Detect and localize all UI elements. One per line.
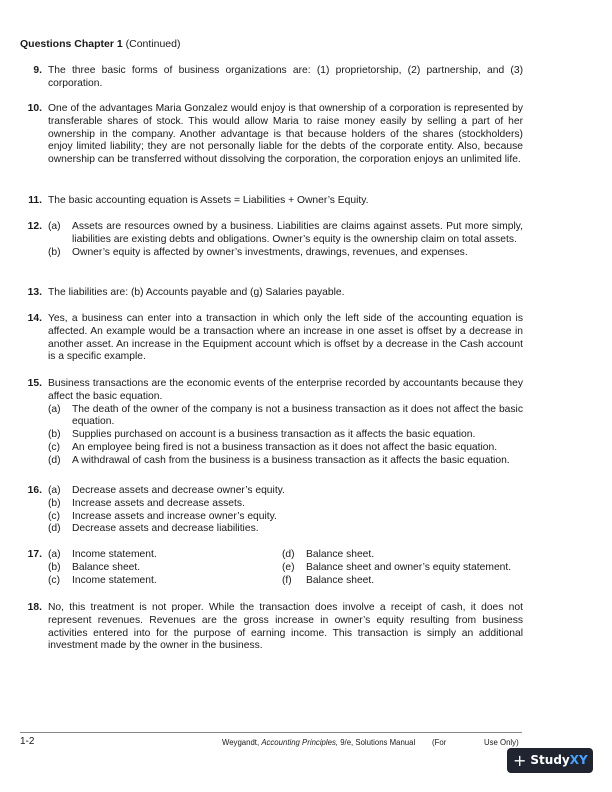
- question-15: [20, 378, 523, 468]
- sub-item-text: Income statement.: [72, 549, 157, 560]
- sub-item-text: The death of the owner of the company is not a business transaction as it does not affect the basic equation.: [72, 403, 523, 428]
- question-number: 12.: [27, 221, 42, 232]
- sub-item-text: Decrease assets and decrease owner’s equity.: [72, 485, 285, 496]
- logo-text-xy: XY: [569, 753, 588, 768]
- question-11: [20, 195, 523, 208]
- sub-item: [48, 498, 523, 511]
- question-17: [20, 549, 523, 587]
- sub-item-text: Increase assets and increase owner’s equity.: [72, 510, 277, 522]
- answer-text: The three basic forms of business organizations are: (1) proprietorship, (2) partnership, and (3) corporation.: [48, 65, 523, 89]
- question-12: [20, 221, 523, 259]
- sub-item-text: A withdrawal of cash from the business is a business transaction as it affects the basic equation.: [72, 454, 510, 466]
- footer-citation: [222, 737, 415, 750]
- sub-item-text: Income statement.: [72, 574, 157, 586]
- answer-text: The liabilities are: (b) Accounts payable and (g) Salaries payable.: [48, 287, 345, 298]
- page-header: [20, 38, 180, 51]
- question-number: 18.: [27, 602, 42, 613]
- answer-text: The basic accounting equation is Assets = Liabilities + Owner’s Equity.: [48, 195, 369, 206]
- footer-for: (For: [432, 738, 447, 747]
- sub-item: [48, 247, 523, 260]
- footer-use-only: Use Only): [484, 738, 519, 747]
- sub-item-label: (b): [48, 497, 61, 509]
- sub-item-label: (b): [48, 429, 61, 441]
- page-number: 1-2: [20, 736, 35, 747]
- question-16: [20, 485, 523, 536]
- sub-item: [48, 404, 523, 430]
- question-number: 11.: [28, 195, 42, 206]
- sub-item-text: An employee being fired is not a business transaction as it does not affect the basic equation.: [72, 441, 498, 453]
- question-10: [20, 103, 523, 167]
- footer-edition: 9/e, Solutions Manual: [340, 738, 416, 747]
- sub-item: [48, 429, 523, 442]
- sub-item-label: (c): [48, 574, 61, 586]
- question-13: [20, 287, 523, 300]
- sub-item-text: Increase assets and decrease assets.: [72, 497, 245, 509]
- footer-book-title: Accounting Principles,: [261, 738, 339, 747]
- sub-item-text: Supplies purchased on account is a business transaction as it affects the basic equation.: [72, 429, 476, 441]
- sub-item-text: Owner’s equity is affected by owner’s investments, drawings, revenues, and expenses.: [72, 246, 468, 258]
- footer-divider: [20, 732, 522, 733]
- question-number: 16.: [27, 485, 42, 496]
- question-9: [20, 65, 523, 91]
- answer-text: Yes, a business can enter into a transaction in which only the left side of the accounting equation is affected. An example would be a transaction where an increase in one asset is offset by a decrease in another asset. An increase in the Equipment account which is offset by a decrease in the Cash account is a specific example.: [48, 313, 523, 363]
- sub-item-text: Balance sheet.: [306, 549, 375, 560]
- sub-item: [282, 575, 532, 588]
- sub-item-text: Balance sheet and owner’s equity statement.: [306, 561, 512, 573]
- footer-author: Weygandt,: [222, 738, 260, 747]
- question-number: 10.: [27, 103, 42, 114]
- question-number: 14.: [27, 313, 42, 324]
- sub-item: [48, 221, 523, 247]
- sub-item: [48, 485, 523, 498]
- answer-text: No, this treatment is not proper. While the transaction does involve a receipt of cash, it does not represent revenues. Revenues are the gross increase in owner’s equity resulting from business activities entered into for the purpose of earning income. This transaction is simply an additional investment made by the owner in the business.: [48, 602, 523, 652]
- sub-item-label: (a): [48, 221, 61, 232]
- sub-item-label: (d): [48, 454, 61, 466]
- sub-item-label: (c): [48, 510, 61, 522]
- sub-item-text: Balance sheet.: [72, 561, 141, 573]
- sub-item-label: (a): [48, 403, 61, 415]
- sub-item: [48, 442, 523, 455]
- sub-item-label: (a): [48, 549, 61, 560]
- logo-text-study: Study: [530, 753, 570, 768]
- question-number: 15.: [27, 378, 42, 389]
- studyxy-logo[interactable]: [507, 748, 593, 773]
- plus-icon: +: [513, 750, 527, 770]
- header-title: Questions Chapter 1: [20, 38, 123, 50]
- sub-item-label: (d): [282, 549, 295, 560]
- answer-text: One of the advantages Maria Gonzalez would enjoy is that ownership of a corporation is represented by transferable shares of stock. This would allow Maria to raise money easily by selling a part of her ownership in the company. Another advantage is that because holders of the shares (stockholders) enjoy limited liability; they are not personally liable for the debts of the corporate entity. Also, because ownership can be transferred without dissolving the corporation, the corporation enjoys an unlimited life.: [48, 103, 523, 166]
- sub-item: [48, 455, 523, 468]
- sub-item-text: Assets are resources owned by a business. Liabilities are claims against assets. Put more simply, liabilities are existing debts and obligations. Owner’s equity is the ownership claim on total assets.: [72, 221, 523, 245]
- answer-text: Business transactions are the economic events of the enterprise recorded by accountants because they affect the basic equation.: [48, 378, 523, 402]
- sub-item-label: (a): [48, 485, 61, 496]
- sub-item-label: (b): [48, 246, 61, 258]
- sub-item-label: (d): [48, 523, 61, 535]
- question-18: [20, 602, 523, 653]
- right-column: [282, 549, 532, 587]
- question-number: 17.: [27, 549, 42, 560]
- sub-item-label: (b): [48, 561, 61, 573]
- sub-item-text: Balance sheet.: [306, 574, 375, 586]
- question-14: [20, 313, 523, 364]
- question-number: 13.: [27, 287, 42, 298]
- sub-item: [48, 511, 523, 524]
- sub-item: [282, 562, 532, 575]
- sub-item: [282, 549, 532, 562]
- header-subtitle: (Continued): [122, 38, 181, 50]
- sub-item-label: (e): [282, 561, 295, 573]
- sub-item-label: (c): [48, 441, 61, 453]
- sub-item-text: Decrease assets and decrease liabilities.: [72, 523, 259, 535]
- sub-item-label: (f): [282, 574, 292, 586]
- question-number: 9.: [33, 65, 42, 76]
- sub-item: [48, 523, 523, 536]
